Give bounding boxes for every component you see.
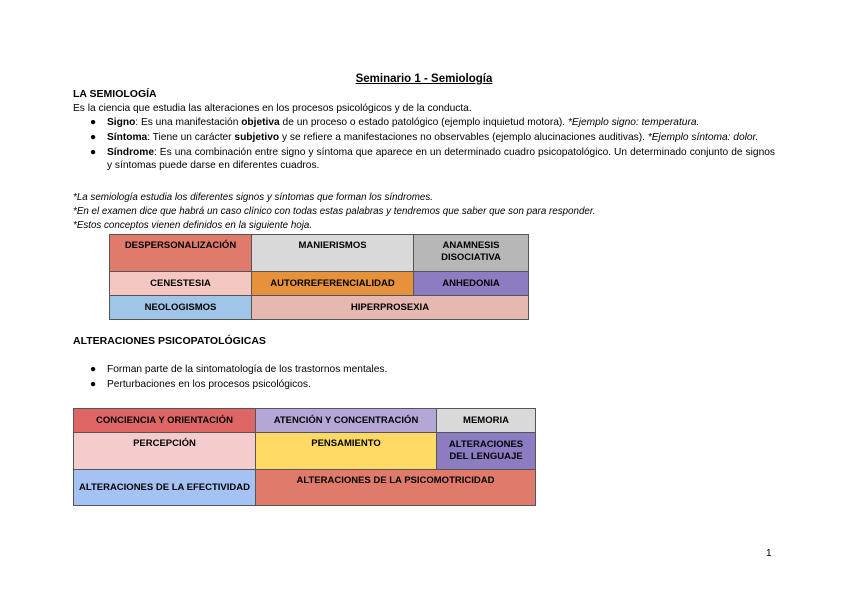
section-heading-semiologia: LA SEMIOLOGÍA (73, 88, 157, 100)
concept-cell-manierismos: MANIERISMOS (251, 234, 414, 272)
note-1: *La semiología estudia los diferentes signos y síntomas que forman los síndromes. (73, 192, 433, 203)
list-item: ● Forman parte de la sintomatología de los trastornos mentales. (90, 364, 388, 375)
concept-cell-cenestesia: CENESTESIA (109, 271, 252, 296)
list-item-signo: ● Signo: Es una manifestación objetiva de un proceso o estado patológico (ejemplo inquietud motora). *Ejemplo signo: temperatura. (90, 117, 700, 128)
category-cell-lenguaje: ALTERACIONES DEL LENGUAJE (436, 432, 536, 470)
list-item-sintoma: ● Síntoma: Tiene un carácter subjetivo y se refiere a manifestaciones no observables (ejemplo alucinaciones auditivas). *Ejemplo síntoma: dolor. (90, 132, 759, 143)
intro-paragraph: Es la ciencia que estudia las alteraciones en los procesos psicológicos y de la conducta. (73, 103, 472, 114)
definition-list (90, 116, 775, 172)
concept-cell-autorreferencialidad: AUTORREFERENCIALIDAD (251, 271, 414, 296)
concept-cell-anamnesis: ANAMNESIS DISOCIATIVA (413, 234, 529, 272)
page-title: Seminario 1 - Semiología (355, 73, 493, 85)
page-number: 1 (766, 548, 772, 559)
category-cell-atencion: ATENCIÓN Y CONCENTRACIÓN (255, 408, 437, 433)
concept-cell-neologismos: NEOLOGISMOS (109, 295, 252, 320)
concept-cell-hiperprosexia: HIPERPROSEXIA (251, 295, 529, 320)
note-2: *En el examen dice que habrá un caso clínico con todas estas palabras y tendremos que saber que son para responder. (73, 206, 596, 217)
category-cell-efectividad: ALTERACIONES DE LA EFECTIVIDAD (73, 469, 256, 506)
note-3: *Estos conceptos vienen definidos en la siguiente hoja. (73, 220, 313, 231)
category-cell-psicomotricidad: ALTERACIONES DE LA PSICOMOTRICIDAD (255, 469, 536, 506)
list-item: ● Perturbaciones en los procesos psicológicos. (90, 379, 311, 390)
list-item-sindrome: ● Síndrome: Es una combinación entre signo y síntoma que aparece en un determinado cuadro psicopatológico. Un determinado conjunto de signos y síntomas puede darse en diferentes cuadros. (90, 147, 775, 171)
category-cell-conciencia: CONCIENCIA Y ORIENTACIÓN (73, 408, 256, 433)
category-cell-pensamiento: PENSAMIENTO (255, 432, 437, 470)
section-heading-alteraciones: ALTERACIONES PSICOPATOLÓGICAS (73, 335, 266, 347)
category-cell-memoria: MEMORIA (436, 408, 536, 433)
alteraciones-list (90, 363, 607, 391)
concept-cell-despersonalizacion: DESPERSONALIZACIÓN (109, 234, 252, 272)
concept-cell-anhedonia: ANHEDONIA (413, 271, 529, 296)
category-cell-percepcion: PERCEPCIÓN (73, 432, 256, 470)
